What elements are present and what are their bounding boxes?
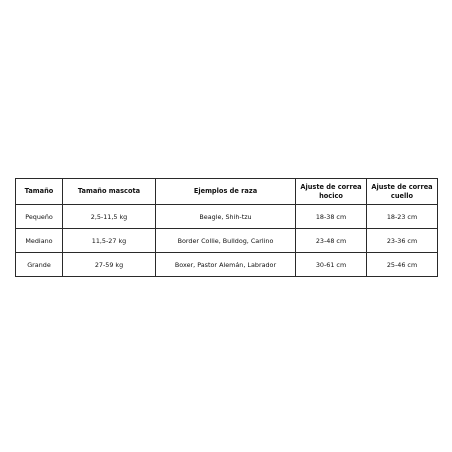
cell-pet-weight: 27-59 kg [63, 253, 156, 277]
header-size: Tamaño [16, 179, 63, 205]
cell-neck-strap: 25-46 cm [367, 253, 438, 277]
header-breed-examples: Ejemplos de raza [156, 179, 296, 205]
cell-breed-examples: Border Collie, Bulldog, Carlino [156, 229, 296, 253]
cell-neck-strap: 23-36 cm [367, 229, 438, 253]
table-row [16, 253, 438, 277]
cell-size: Mediano [16, 229, 63, 253]
header-pet-weight: Tamaño mascota [63, 179, 156, 205]
cell-size: Pequeño [16, 205, 63, 229]
cell-muzzle-strap: 30-61 cm [296, 253, 367, 277]
cell-pet-weight: 2,5-11,5 kg [63, 205, 156, 229]
cell-size: Grande [16, 253, 63, 277]
header-muzzle-strap: Ajuste de correa hocico [296, 179, 367, 205]
cell-muzzle-strap: 18-38 cm [296, 205, 367, 229]
cell-breed-examples: Beagle, Shih-tzu [156, 205, 296, 229]
table-row [16, 229, 438, 253]
header-neck-strap: Ajuste de correa cuello [367, 179, 438, 205]
cell-pet-weight: 11,5-27 kg [63, 229, 156, 253]
header-row [16, 179, 438, 205]
cell-muzzle-strap: 23-48 cm [296, 229, 367, 253]
table-row [16, 205, 438, 229]
cell-neck-strap: 18-23 cm [367, 205, 438, 229]
cell-breed-examples: Boxer, Pastor Alemán, Labrador [156, 253, 296, 277]
size-chart-table [15, 178, 438, 277]
